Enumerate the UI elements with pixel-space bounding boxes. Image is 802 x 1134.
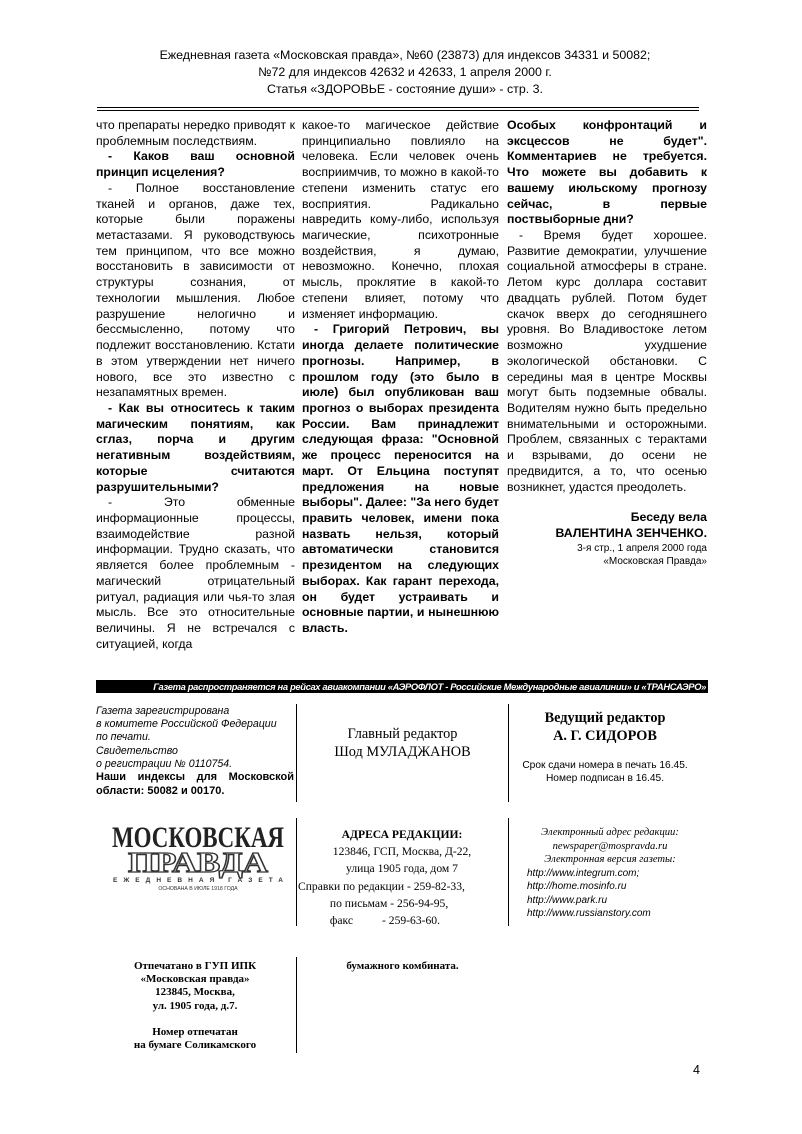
header-line-2: №72 для индексов 42632 и 42633, 1 апреля 2000 г. bbox=[258, 65, 552, 79]
address-line: улица 1905 года, дом 7 bbox=[346, 862, 458, 876]
email-address[interactable]: newspaper@mospravda.ru bbox=[552, 840, 668, 852]
lead-editor-name: А. Г. СИДОРОВ bbox=[553, 728, 657, 744]
registration-line: Газета зарегистрирована bbox=[96, 705, 230, 717]
editorial-address bbox=[298, 826, 506, 929]
logo-subtitle: ЕЖЕДНЕВНАЯ ГАЗЕТА bbox=[113, 877, 283, 884]
logo-main-word: ПРАВДА bbox=[128, 848, 269, 879]
registration-line: о регистрации № 0110754. bbox=[96, 757, 233, 770]
paragraph: - Это обменные информационные процессы, взаимодействие разной информации. Трудно сказать, что является более проблемным - магический отрицательный ритуал, радиация или чья-то злая мысль. Все это относительные величины. Я не встречался с ситуацией, когда bbox=[96, 495, 295, 651]
document-header bbox=[70, 47, 740, 98]
divider bbox=[296, 704, 297, 802]
article-body bbox=[96, 118, 707, 663]
interview-question: Особых конфронтаций и эксцессов не будет". Комментариев не требуется. Что можете вы добавить к вашему июльскому прогнозу сейчас, в первые поствыборные дни? bbox=[507, 118, 707, 227]
lead-editor-title: Ведущий редактор bbox=[544, 710, 666, 726]
header-line-3: Статья «ЗДОРОВЬЕ - состояние души» - стр. 3. bbox=[267, 82, 543, 96]
page-number: 4 bbox=[693, 1063, 700, 1077]
phone-line: факс - 259-63-60. bbox=[298, 914, 440, 928]
chief-editor-title: Главный редактор bbox=[347, 726, 458, 742]
distribution-banner bbox=[96, 680, 708, 693]
interview-question: - Григорий Петрович, вы иногда делаете политические прогнозы. Например, в прошлом году (это было в июле) был опубликован ваш прогноз о выборах президента России. Вам принадлежит следующая фраза: "Основной же процесс переносится на март. От Ельцина поступят предложения на новые выборы". Далее: "За него будет править человек, имени пока назвать нельзя, который автоматически становится президентом на следующих выборах. Как гарант перехода, он будет устраивать и основные партии, и нынешнюю власть. bbox=[302, 322, 499, 635]
website-link[interactable]: http://home.mosinfo.ru bbox=[527, 881, 627, 892]
divider bbox=[296, 957, 297, 1053]
web-version-label: Электронная версия газеты: bbox=[544, 854, 676, 865]
deadline-line: Срок сдачи номера в печать 16.45. bbox=[522, 760, 688, 771]
divider bbox=[296, 818, 297, 926]
deadline-info bbox=[510, 759, 700, 785]
email-label: Электронный адрес редакции: bbox=[541, 827, 679, 838]
divider bbox=[508, 818, 509, 926]
phone-line: по письмам - 256-94-95, bbox=[298, 896, 449, 910]
printing-line: ул. 1905 года, д.7. bbox=[152, 999, 238, 1012]
chief-editor bbox=[300, 725, 505, 761]
lead-editor bbox=[510, 709, 700, 785]
printing-line: бумажного комбината. bbox=[346, 960, 459, 972]
address-line: 123846, ГСП, Москва, Д-22, bbox=[332, 845, 472, 859]
logo-founded: ОСНОВАНА В ИЮЛЕ 1918 ГОДА bbox=[158, 886, 238, 892]
article-column-3 bbox=[507, 118, 707, 568]
header-rule-top bbox=[97, 107, 699, 108]
paragraph: - Полное восстановление тканей и органов, даже тех, которые были поражены метастазами. Я руководствуюсь тем принципом, что все можно восстановить в зависимости от структуры сознания, от технологии мышления. Любое разрушение нелогично и бессмысленно, потому что подлежит восстановлению. Кстати в этом утверждении нет ничего нового, все это известно с незапамятных времен. bbox=[96, 180, 295, 400]
printing-line: Номер отпечатан bbox=[152, 1025, 238, 1038]
subscription-indexes: Наши индексы для Московской области: 50082 и 00170. bbox=[96, 771, 294, 797]
paragraph: какое-то магическое действие принципиально повлияло на человека. Если человек очень восприимчив, то можно в какой-то степени изменить статус его восприятия. Радикально навредить кому-либо, используя магические, психотронные воздействия, я думаю, невозможно. Конечно, плохая мысль, проклятие в какой-то степени влияет, потому что изменяет информацию. bbox=[302, 118, 499, 321]
paragraph: - Время будет хорошее. Развитие демократии, улучшение социальной атмосферы в стране. Летом курс доллара составит двадцать рублей. Потом будет скачок вверх до сегодняшнего уровня. Во Владивостоке летом возможно ухудшение экологической обстановки. С середины мая в центре Москвы могут быть подземные обвалы. Водителям нужно быть предельно внимательными и осторожными. Проблем, связанных с терактами и взрывами, до осени не предвидится, а то, что осенью возникнет, удастся преодолеть. bbox=[507, 228, 707, 494]
byline-author: ВАЛЕНТИНА ЗЕНЧЕНКО. bbox=[555, 525, 707, 540]
chief-editor-name: Шод МУЛАДЖАНОВ bbox=[334, 744, 471, 760]
logo-top-word: МОСКОВСКАЯ bbox=[112, 821, 285, 854]
article-column-2 bbox=[302, 118, 499, 637]
interview-question: - Как вы относитесь к таким магическим понятиям, как сглаз, порча и другим негативным воздействиям, которые считаются разрушительными? bbox=[96, 400, 295, 494]
registration-line: по печати. bbox=[96, 731, 151, 744]
website-link[interactable]: http://www.integrum.com; bbox=[527, 867, 640, 879]
address-title: АДРЕСА РЕДАКЦИИ: bbox=[341, 828, 463, 841]
interview-question: - Каков ваш основной принцип исцеления? bbox=[96, 149, 295, 180]
printing-line: Отпечатано в ГУП ИПК bbox=[133, 960, 257, 972]
registration-line: в комитете Российской Федерации bbox=[96, 718, 277, 731]
byline-source-name: «Московская Правда» bbox=[603, 555, 707, 567]
moskovskaya-pravda-logo bbox=[108, 820, 288, 895]
header-rule-bottom bbox=[97, 110, 699, 111]
printing-line: «Московская правда» bbox=[140, 973, 250, 986]
printing-info bbox=[96, 960, 294, 1052]
article-column-1 bbox=[96, 118, 295, 652]
header-line-1: Ежедневная газета «Московская правда», №60 (23873) для индексов 34331 и 50082; bbox=[159, 48, 651, 62]
registration-info bbox=[96, 705, 294, 798]
web-contacts bbox=[510, 826, 710, 921]
website-link[interactable]: http://www.park.ru bbox=[527, 894, 608, 906]
website-link[interactable]: http://www.russianstory.com bbox=[527, 908, 651, 919]
registration-line: Свидетельство bbox=[96, 744, 178, 757]
printing-line: на бумаге Соликамского bbox=[133, 1039, 257, 1052]
byline-label: Беседу вела bbox=[630, 510, 707, 525]
banner-text: Газета распространяется на рейсах авиакомпании «АЭРОФЛОТ - Российские Международные авиалинии» и «ТРАНСАЭРО» bbox=[153, 681, 706, 692]
byline-source-date: 3-я стр., 1 апреля 2000 года bbox=[577, 542, 707, 554]
divider bbox=[508, 704, 509, 802]
deadline-line: Номер подписан в 16.45. bbox=[545, 773, 665, 784]
printing-info-continued bbox=[300, 960, 505, 973]
paragraph: что препараты нередко приводят к проблемным последствиям. bbox=[96, 118, 295, 148]
phone-line: Справки по редакции - 259-82-33, bbox=[298, 879, 465, 893]
printing-line: 123845, Москва, bbox=[155, 986, 235, 999]
